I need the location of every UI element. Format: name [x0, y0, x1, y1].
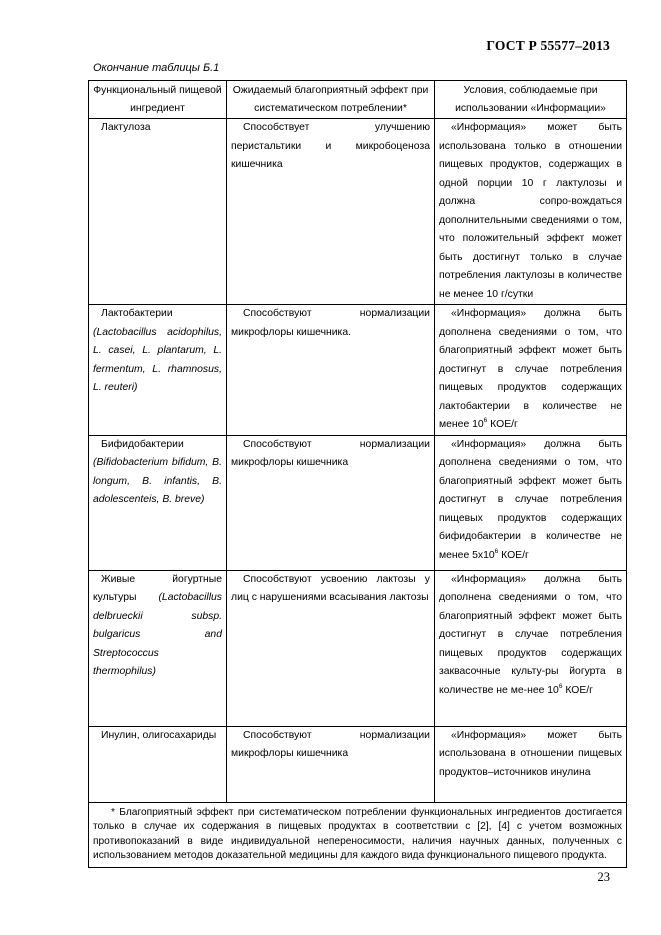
table-row	[89, 726, 627, 802]
condition-cell	[435, 570, 627, 726]
effect-text: Способствуют усвоению лактозы у лиц с нарушениями всасывания лактозы	[231, 573, 430, 603]
effect-cell	[227, 726, 435, 802]
footnote: * Благоприятный эффект при систематическом потреблении функциональных ингредиентов достигается только в случае их содержания в пищевых продуктах в соответствии с [2], [4] с учетом возможных противопоказаний в виде индивидуальной непереносимости, наличия научных данных, полученных с использованием методов доказательной медицины для каждого вида функционального пищевого продукта.	[89, 802, 627, 867]
table-header-row	[89, 81, 627, 119]
ingredient-latin-names: (Lactobacillus delbrueckii subsp. bulgaricus and Streptococcus thermophilus)	[93, 592, 222, 677]
condition-text: «Информация» может быть использована только в отношении пищевых продуктов, содержащих в одной порции 10 г лактулозы и должна сопро-вождаться дополнительными сведениями о том, что положительный эффект может быть достигнут только в случае потребления лактулозы в количестве не менее 10 г/сутки	[439, 122, 622, 300]
condition-unit: КОЕ/г	[498, 549, 529, 561]
ingredient-name: Инулин, олигосахариды	[101, 729, 217, 741]
effect-cell	[227, 119, 435, 305]
condition-cell	[435, 435, 627, 570]
ingredients-table	[88, 80, 627, 868]
table-caption: Окончание таблицы Б.1	[93, 62, 220, 74]
effect-cell	[227, 305, 435, 436]
ingredient-cell	[89, 305, 227, 436]
ingredient-latin-names: (Lactobacillus acidophilus, L. casei, L. plantarum, L. fermentum, L. rhamnosus, L. reuteri)	[93, 326, 222, 393]
effect-cell	[227, 570, 435, 726]
column-header-ingredient: Функциональный пищевой ингредиент	[89, 81, 227, 119]
table-row	[89, 119, 627, 305]
ingredient-name: Лактулоза	[101, 122, 151, 133]
exponent: 6	[558, 682, 563, 690]
ingredient-name: Живые йогуртные культуры	[93, 573, 222, 603]
column-header-effect: Ожидаемый благоприятный эффект при систематическом потреблении*	[227, 81, 435, 119]
condition-text: «Информация» должна быть дополнена сведениями о том, что благоприятный эффект может быть достигнут в случае потребления пищевых продуктов содержащих бифидобактерии в количестве не менее 5x10	[439, 438, 622, 561]
ingredient-name: Лактобактерии	[101, 308, 173, 319]
table-row	[89, 435, 627, 570]
ingredient-cell	[89, 119, 227, 305]
table-row	[89, 305, 627, 436]
exponent: 6	[494, 547, 499, 555]
standard-header: ГОСТ Р 55577–2013	[486, 38, 610, 53]
ingredient-cell	[89, 435, 227, 570]
column-header-condition: Условия, соблюдаемые при использовании «Информации»	[435, 81, 627, 119]
page-number: 23	[597, 870, 610, 884]
condition-cell	[435, 119, 627, 305]
ingredient-cell	[89, 726, 227, 802]
effect-text: Способствуют нормализации микрофлоры кишечника	[231, 438, 430, 468]
exponent: 6	[483, 417, 488, 424]
ingredient-name: Бифидобактерии	[101, 438, 184, 450]
effect-cell	[227, 435, 435, 570]
ingredient-cell	[89, 570, 227, 726]
effect-text: Способствуют нормализации микрофлоры кишечника.	[231, 308, 430, 338]
effect-text: Способствует улучшению перистальтики и микробоценоза кишечника	[231, 122, 430, 170]
condition-cell	[435, 726, 627, 802]
condition-unit: КОЕ/г	[562, 684, 593, 696]
condition-text: «Информация» должна быть дополнена сведениями о том, что благоприятный эффект может быть достигнут в случае потребления пищевых продуктов содержащих лактобактерии в количестве не менее 10	[439, 308, 622, 430]
ingredient-latin-names: (Bifidobacterium bifidum, B. longum, B. infantis, B. adolescenteis, B. breve)	[93, 457, 222, 505]
condition-unit: КОЕ/г	[487, 419, 518, 430]
table-row	[89, 570, 627, 726]
condition-cell	[435, 305, 627, 436]
footnote-row	[89, 802, 627, 867]
condition-text: «Информация» может быть использована в отношении пищевых продуктов–источников инулина	[439, 729, 622, 778]
effect-text: Способствуют нормализации микрофлоры кишечника	[231, 729, 430, 759]
condition-text: «Информация» должна быть дополнена сведениями о том, что благоприятный эффект может быть достигнут в случае потребления пищевых продуктов содержащих заквасочные культу-ры йогурта в количестве не ме-нее 10	[439, 573, 622, 696]
